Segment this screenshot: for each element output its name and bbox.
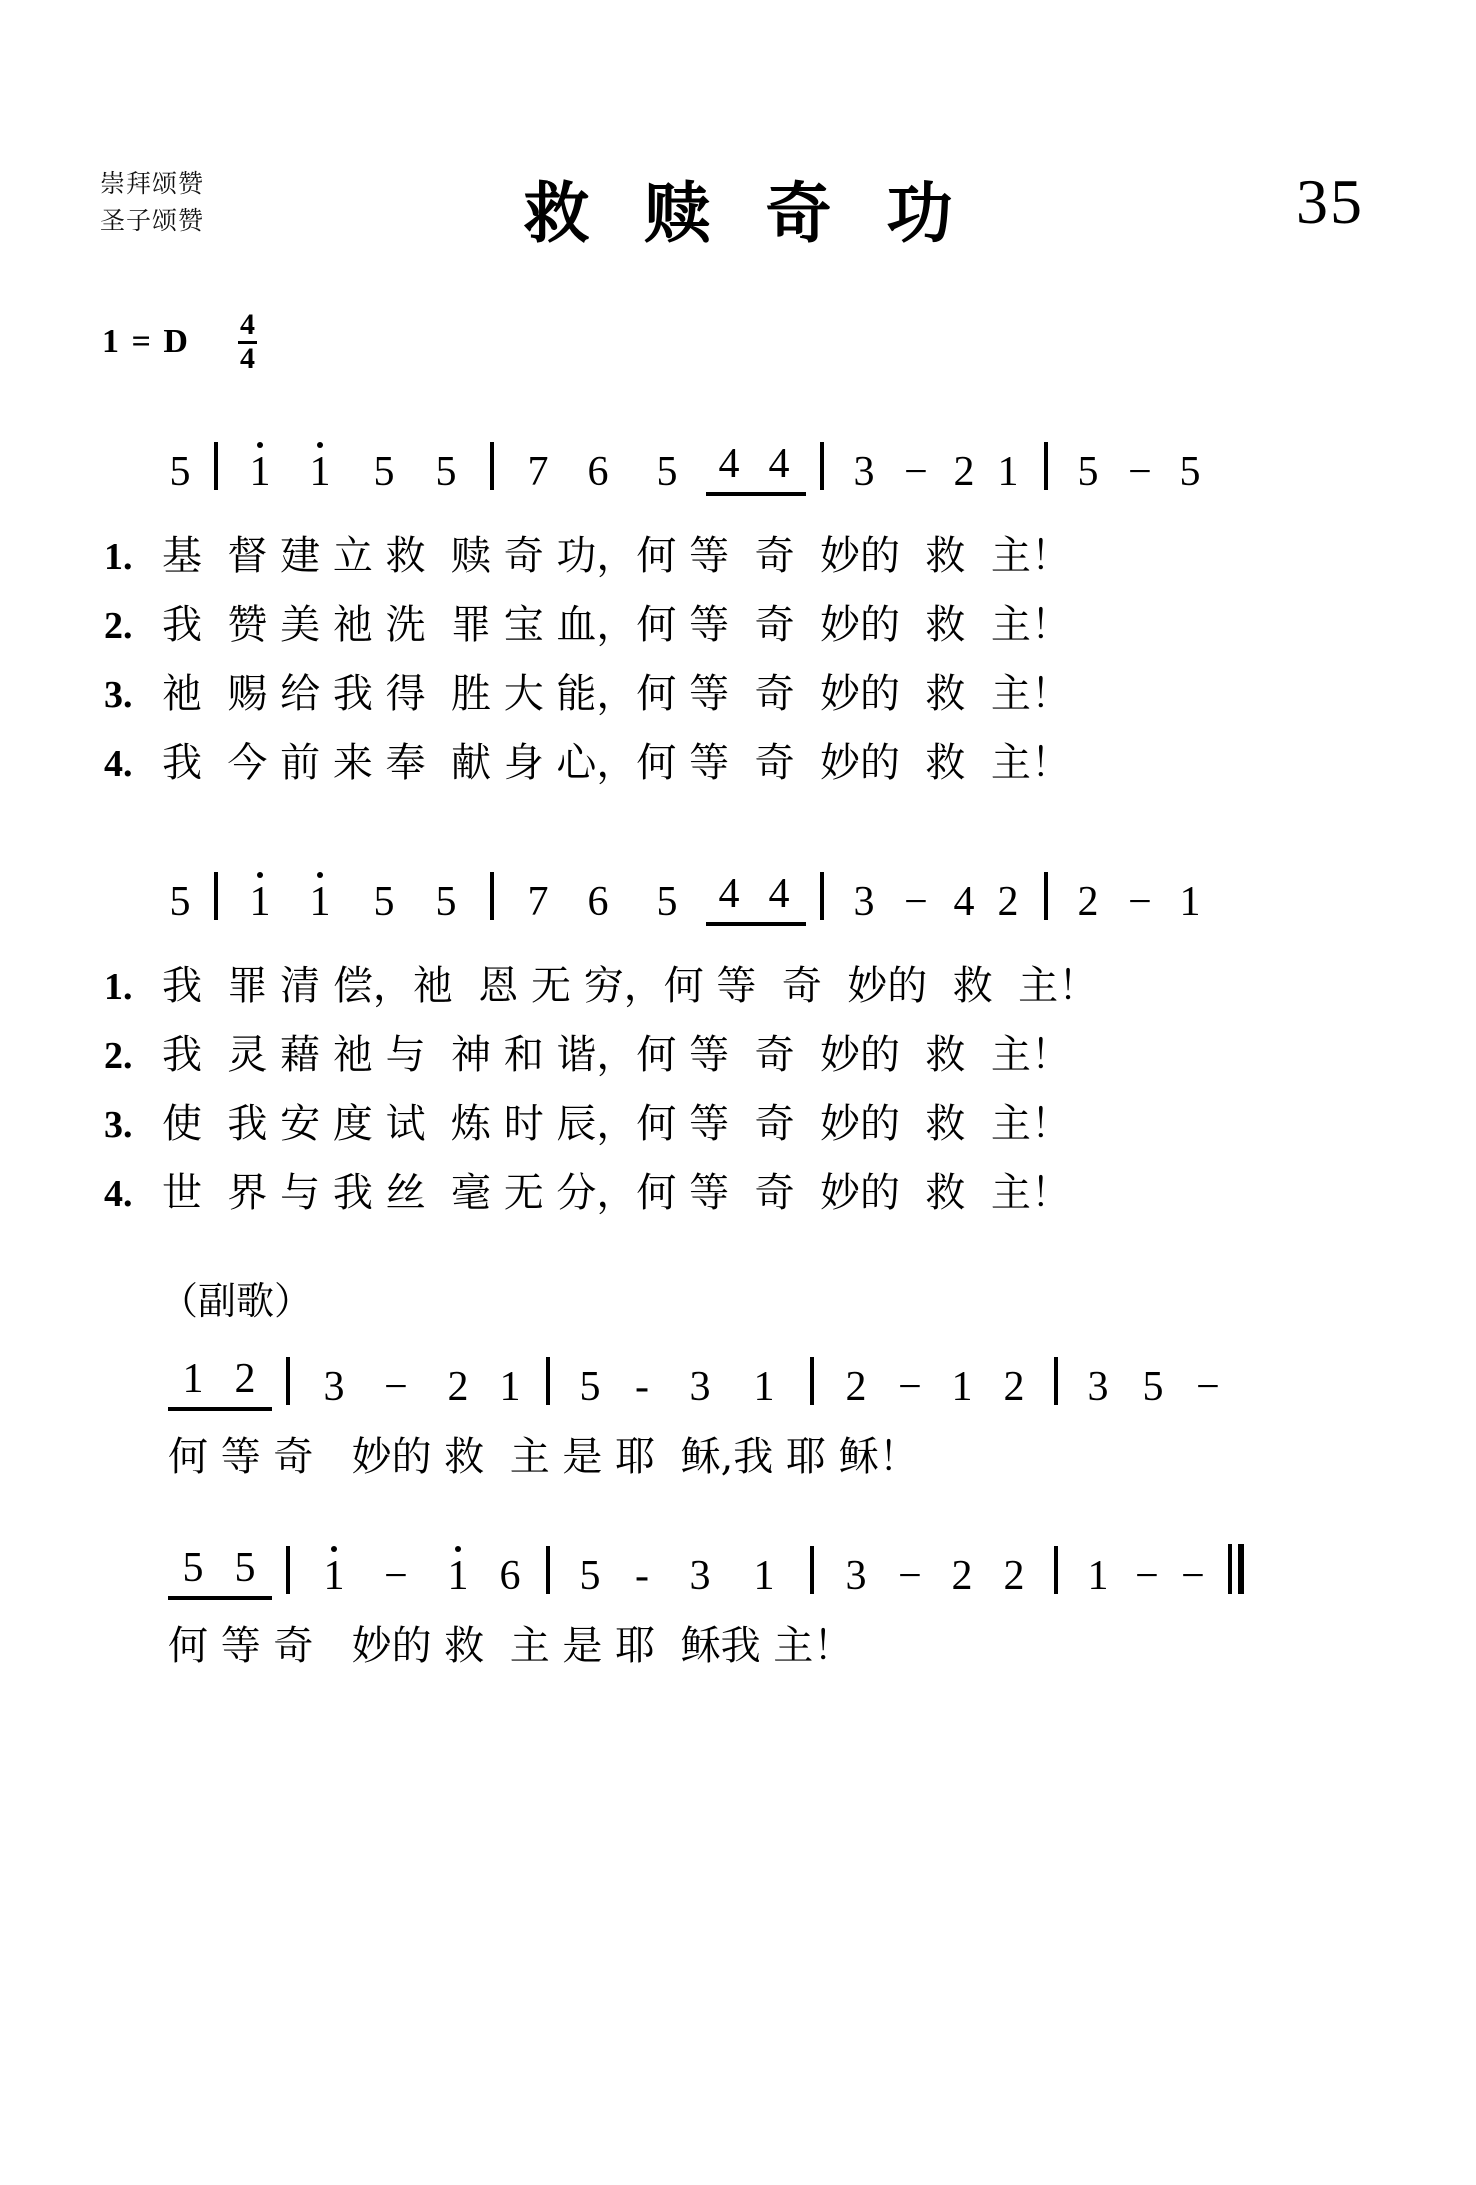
note: 5: [373, 879, 395, 925]
lyric-text: 何 等 奇 妙的 救 主 是 耶 稣我 主！: [168, 1623, 854, 1669]
note: 2: [951, 1553, 973, 1599]
verse-number: 1.: [104, 536, 133, 578]
note: 1: [232, 878, 288, 926]
verse-number: 4.: [104, 1173, 133, 1215]
note: 1: [1179, 879, 1201, 925]
note: 5: [435, 879, 457, 925]
note: 5: [579, 1553, 601, 1599]
note: 5: [234, 1545, 256, 1591]
lyric-text: 我 罪 清 偿，祂 恩 无 穷，何 等 奇 妙的 救 主！: [162, 963, 1099, 1009]
chorus-line-1-lyrics: [168, 1425, 1476, 1482]
beamed-notes: [706, 440, 806, 496]
lyric-text: 世 界 与 我 丝 毫 无 分，何 等 奇 妙的 救 主！: [162, 1170, 1071, 1216]
dash: −: [904, 449, 928, 495]
note: 1: [232, 448, 288, 496]
dash: −: [904, 879, 928, 925]
note: 1: [304, 1552, 364, 1600]
dash-short: -: [635, 1553, 649, 1599]
note: 1: [1087, 1553, 1109, 1599]
note: 1: [997, 449, 1019, 495]
chorus-line-2-notation: [168, 1544, 1476, 1600]
barline: [214, 442, 218, 490]
dash: −: [384, 1553, 408, 1599]
dash: −: [1181, 1553, 1205, 1599]
barline: [820, 872, 824, 920]
note: 6: [587, 879, 609, 925]
lyric-line: [104, 1161, 1476, 1218]
section-2: [0, 870, 1476, 1218]
chorus-label: （副歌）: [160, 1279, 313, 1323]
note: 3: [689, 1553, 711, 1599]
key-signature: [102, 310, 257, 375]
note: 3: [689, 1364, 711, 1410]
note: 3: [845, 1553, 867, 1599]
verse-number: 4.: [104, 743, 133, 785]
verse-number: 3.: [104, 674, 133, 716]
page-title: 救 赎 奇 功: [523, 174, 969, 252]
note: 5: [435, 449, 457, 495]
note: 2: [234, 1356, 256, 1402]
category-line-2: 圣子颂赞: [100, 206, 205, 235]
note: 5: [656, 449, 678, 495]
lyric-text: 基 督 建 立 救 赎 奇 功，何 等 奇 妙的 救 主！: [162, 533, 1071, 579]
note: 4: [718, 871, 740, 917]
dash: −: [898, 1553, 922, 1599]
note: 5: [169, 449, 191, 495]
note: 6: [499, 1553, 521, 1599]
verse-number: 2.: [104, 1035, 133, 1077]
barline: [286, 1357, 290, 1405]
key-text: 1 = D: [102, 323, 190, 361]
dash: −: [1196, 1364, 1220, 1410]
note: 2: [1077, 879, 1099, 925]
barline: [546, 1357, 550, 1405]
lyric-line: [104, 1092, 1476, 1149]
barline: [490, 872, 494, 920]
note: 5: [1142, 1364, 1164, 1410]
barline: [1044, 872, 1048, 920]
note: 5: [373, 449, 395, 495]
lyric-line: [104, 593, 1476, 650]
note: 2: [997, 879, 1019, 925]
section-1: [0, 440, 1476, 788]
note: 5: [579, 1364, 601, 1410]
note: 4: [768, 871, 790, 917]
note: 1: [288, 448, 352, 496]
lyric-text: 我 赞 美 祂 洗 罪 宝 血，何 等 奇 妙的 救 主！: [162, 602, 1071, 648]
note: 4: [953, 879, 975, 925]
barline: [286, 1546, 290, 1594]
chorus-line-1-notation: [168, 1355, 1476, 1411]
page-header: [0, 0, 1476, 252]
time-signature-numerator: 4: [238, 310, 257, 344]
note: 4: [768, 441, 790, 487]
lyric-line: [104, 524, 1476, 581]
note: 6: [587, 449, 609, 495]
dash: −: [898, 1364, 922, 1410]
note: 7: [527, 449, 549, 495]
beamed-notes: [168, 1544, 272, 1600]
time-signature: [238, 310, 257, 375]
barline: [810, 1357, 814, 1405]
category-line-1: 崇拜颂赞: [100, 169, 205, 198]
note: 7: [527, 879, 549, 925]
note: 1: [182, 1356, 204, 1402]
note: 3: [1087, 1364, 1109, 1410]
hymn-number: 35: [1296, 166, 1364, 237]
barline: [490, 442, 494, 490]
verse-number: 3.: [104, 1104, 133, 1146]
note: 5: [182, 1545, 204, 1591]
note: 2: [845, 1364, 867, 1410]
beamed-notes: [168, 1355, 272, 1411]
note: 1: [753, 1553, 775, 1599]
note: 5: [1077, 449, 1099, 495]
note: 5: [656, 879, 678, 925]
note: 1: [753, 1364, 775, 1410]
section-2-notation: [160, 870, 1476, 926]
lyric-text: 祂 赐 给 我 得 胜 大 能，何 等 奇 妙的 救 主！: [162, 671, 1071, 717]
time-signature-denominator: 4: [239, 341, 255, 375]
lyric-text: 使 我 安 度 试 炼 时 辰，何 等 奇 妙的 救 主！: [162, 1101, 1071, 1147]
dash: −: [1128, 449, 1152, 495]
barline: [214, 872, 218, 920]
lyric-line: [104, 731, 1476, 788]
section-1-notation: [160, 440, 1476, 496]
chorus-section: [0, 1270, 1476, 1671]
barline: [546, 1546, 550, 1594]
lyric-line: [104, 954, 1476, 1011]
lyric-text: 我 今 前 来 奉 献 身 心，何 等 奇 妙的 救 主！: [162, 740, 1071, 786]
lyric-line: [104, 1023, 1476, 1080]
note: 1: [428, 1552, 488, 1600]
lyric-line: [104, 662, 1476, 719]
barline: [810, 1546, 814, 1594]
dash: −: [384, 1364, 408, 1410]
chorus-line-2-lyrics: [168, 1614, 1476, 1671]
beamed-notes: [706, 870, 806, 926]
note: 2: [1003, 1364, 1025, 1410]
note: 3: [853, 449, 875, 495]
lyric-text: 我 灵 藉 祂 与 神 和 谐，何 等 奇 妙的 救 主！: [162, 1032, 1071, 1078]
verse-number: 1.: [104, 966, 133, 1008]
note: 2: [447, 1364, 469, 1410]
note: 2: [1003, 1553, 1025, 1599]
note: 3: [853, 879, 875, 925]
note: 5: [1179, 449, 1201, 495]
note: 1: [288, 878, 352, 926]
barline: [820, 442, 824, 490]
note: 2: [953, 449, 975, 495]
note: 3: [323, 1364, 345, 1410]
final-barline: [1228, 1544, 1244, 1594]
dash-short: -: [635, 1364, 649, 1410]
dash: −: [1128, 879, 1152, 925]
barline: [1044, 442, 1048, 490]
lyric-text: 何 等 奇 妙的 救 主 是 耶 稣,我 耶 稣！: [168, 1434, 919, 1480]
verse-number: 2.: [104, 605, 133, 647]
dash: −: [1135, 1553, 1159, 1599]
barline: [1054, 1357, 1058, 1405]
note: 5: [169, 879, 191, 925]
note: 1: [951, 1364, 973, 1410]
barline: [1054, 1546, 1058, 1594]
note: 1: [499, 1364, 521, 1410]
note: 4: [718, 441, 740, 487]
